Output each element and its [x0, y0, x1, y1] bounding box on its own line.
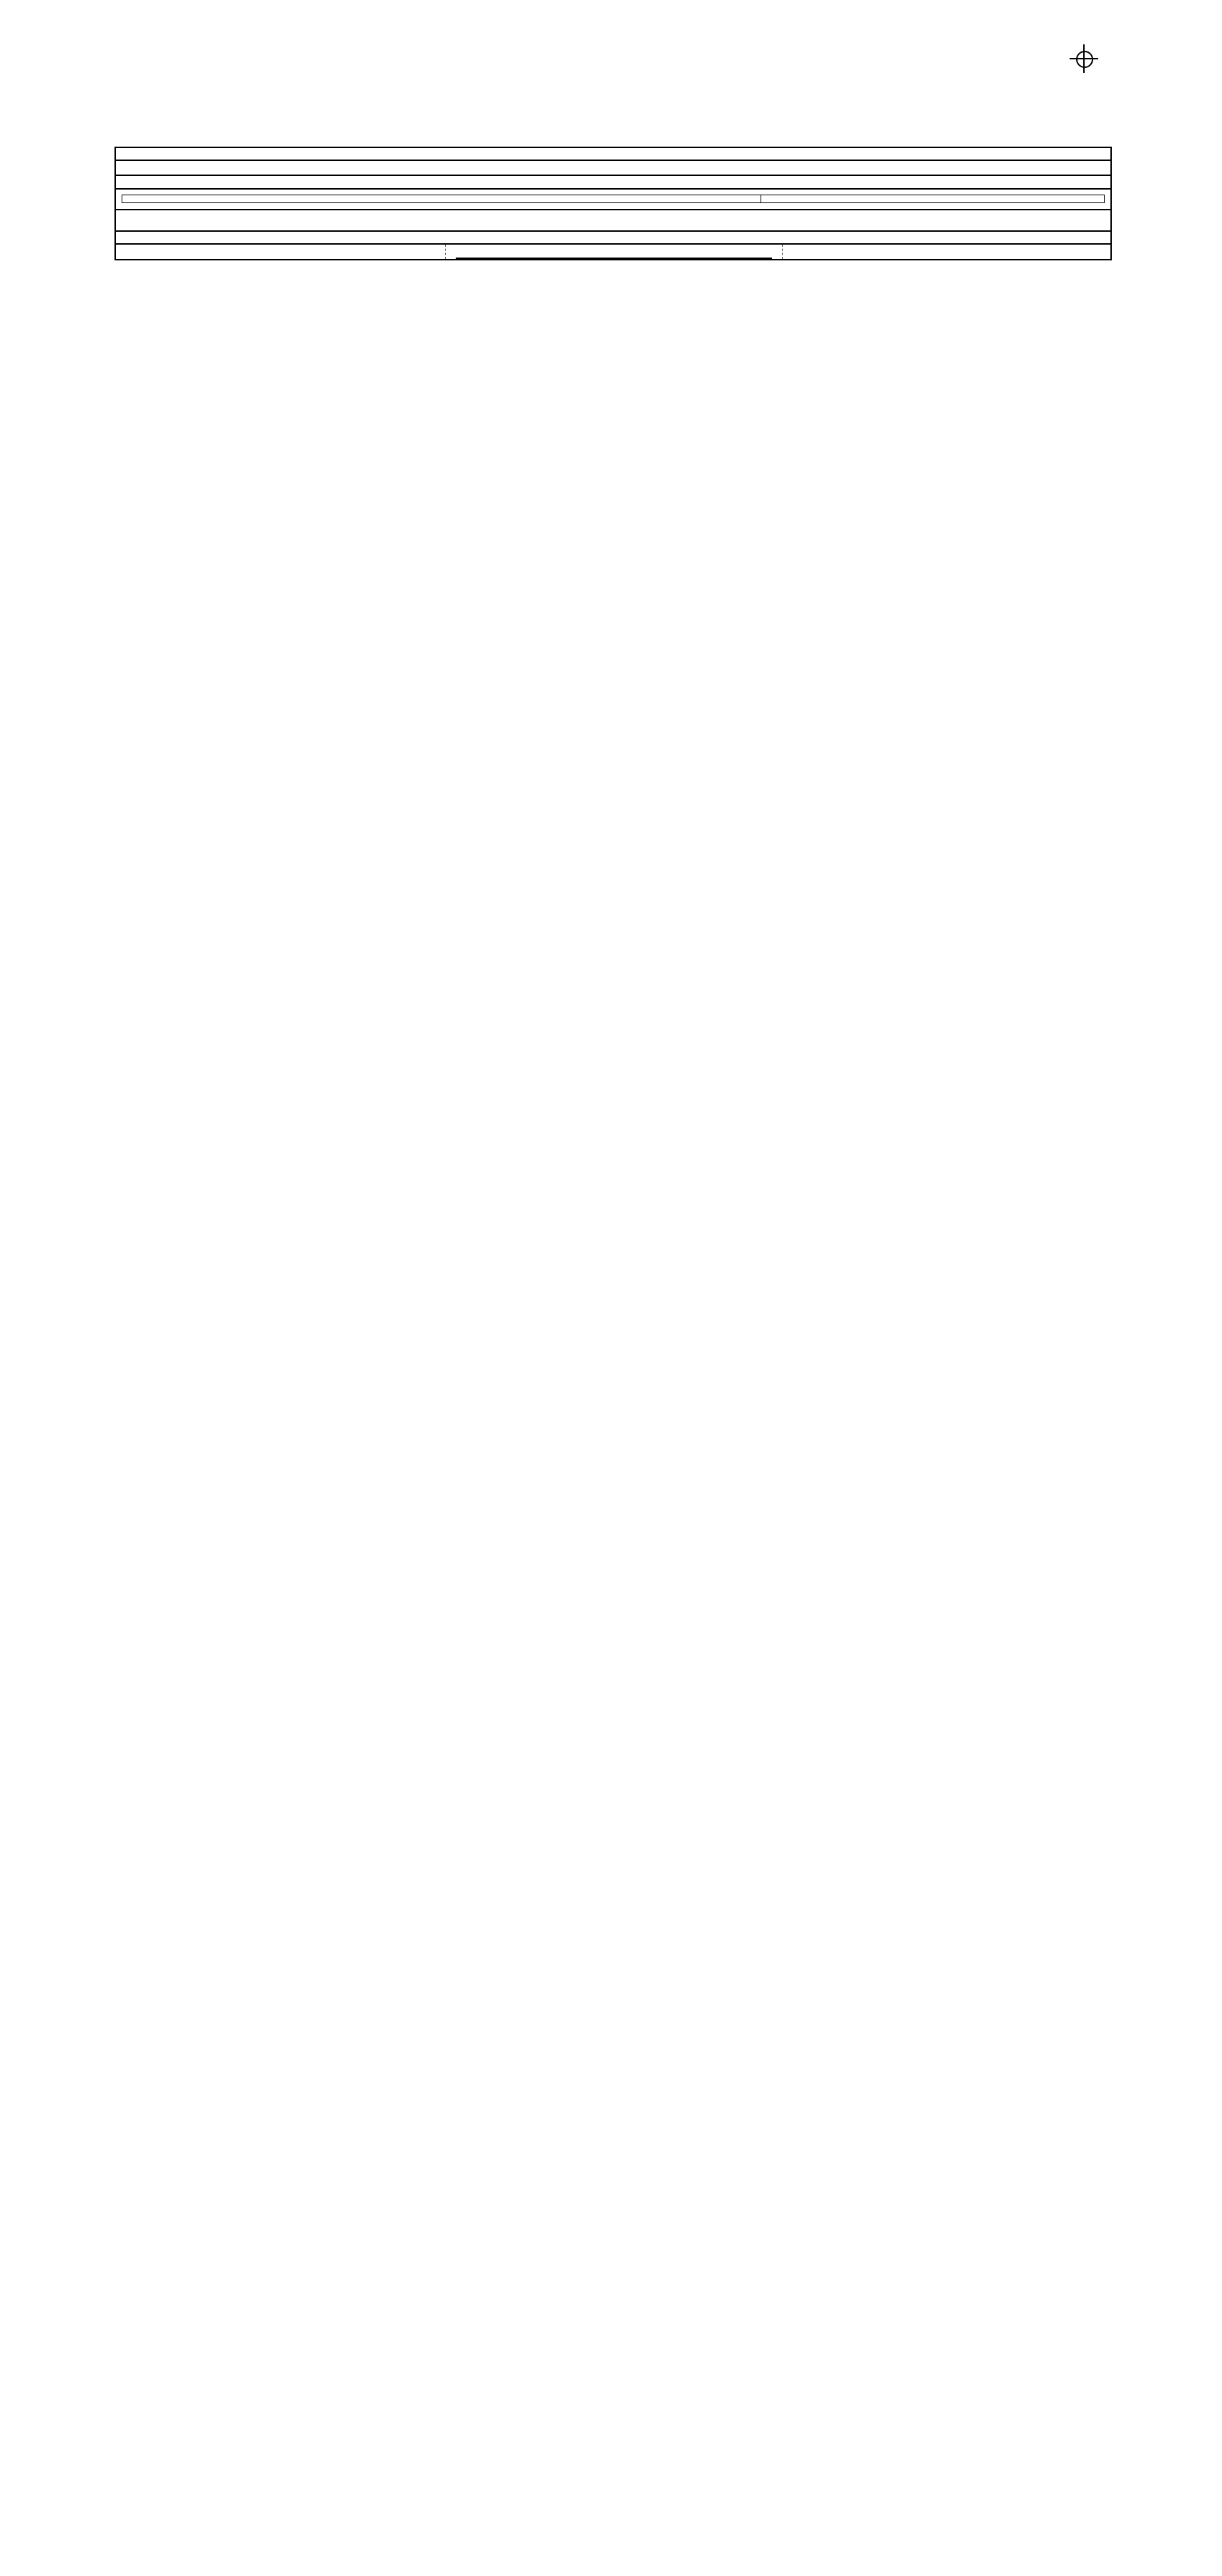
- registration-target-icon: [1070, 44, 1098, 73]
- column-two: [446, 245, 783, 259]
- warning-panel: [761, 195, 1105, 203]
- column-three: [783, 245, 1106, 259]
- ballot-body: [114, 147, 1112, 260]
- ballot-header: [116, 148, 1110, 161]
- special-election-heading: [446, 245, 782, 258]
- ballot-subtitle: [116, 176, 1110, 190]
- correction-instructions: [116, 210, 1110, 232]
- ballot-title: [116, 161, 1110, 176]
- column-one: [116, 245, 446, 259]
- instructions-block: [116, 190, 1110, 210]
- to-vote-panel: [122, 195, 761, 203]
- contest-columns: [116, 245, 1110, 259]
- timing-marks-right: [1159, 147, 1178, 2354]
- timing-marks-left: [43, 147, 62, 2354]
- voter-fraud-oath: [116, 232, 1110, 243]
